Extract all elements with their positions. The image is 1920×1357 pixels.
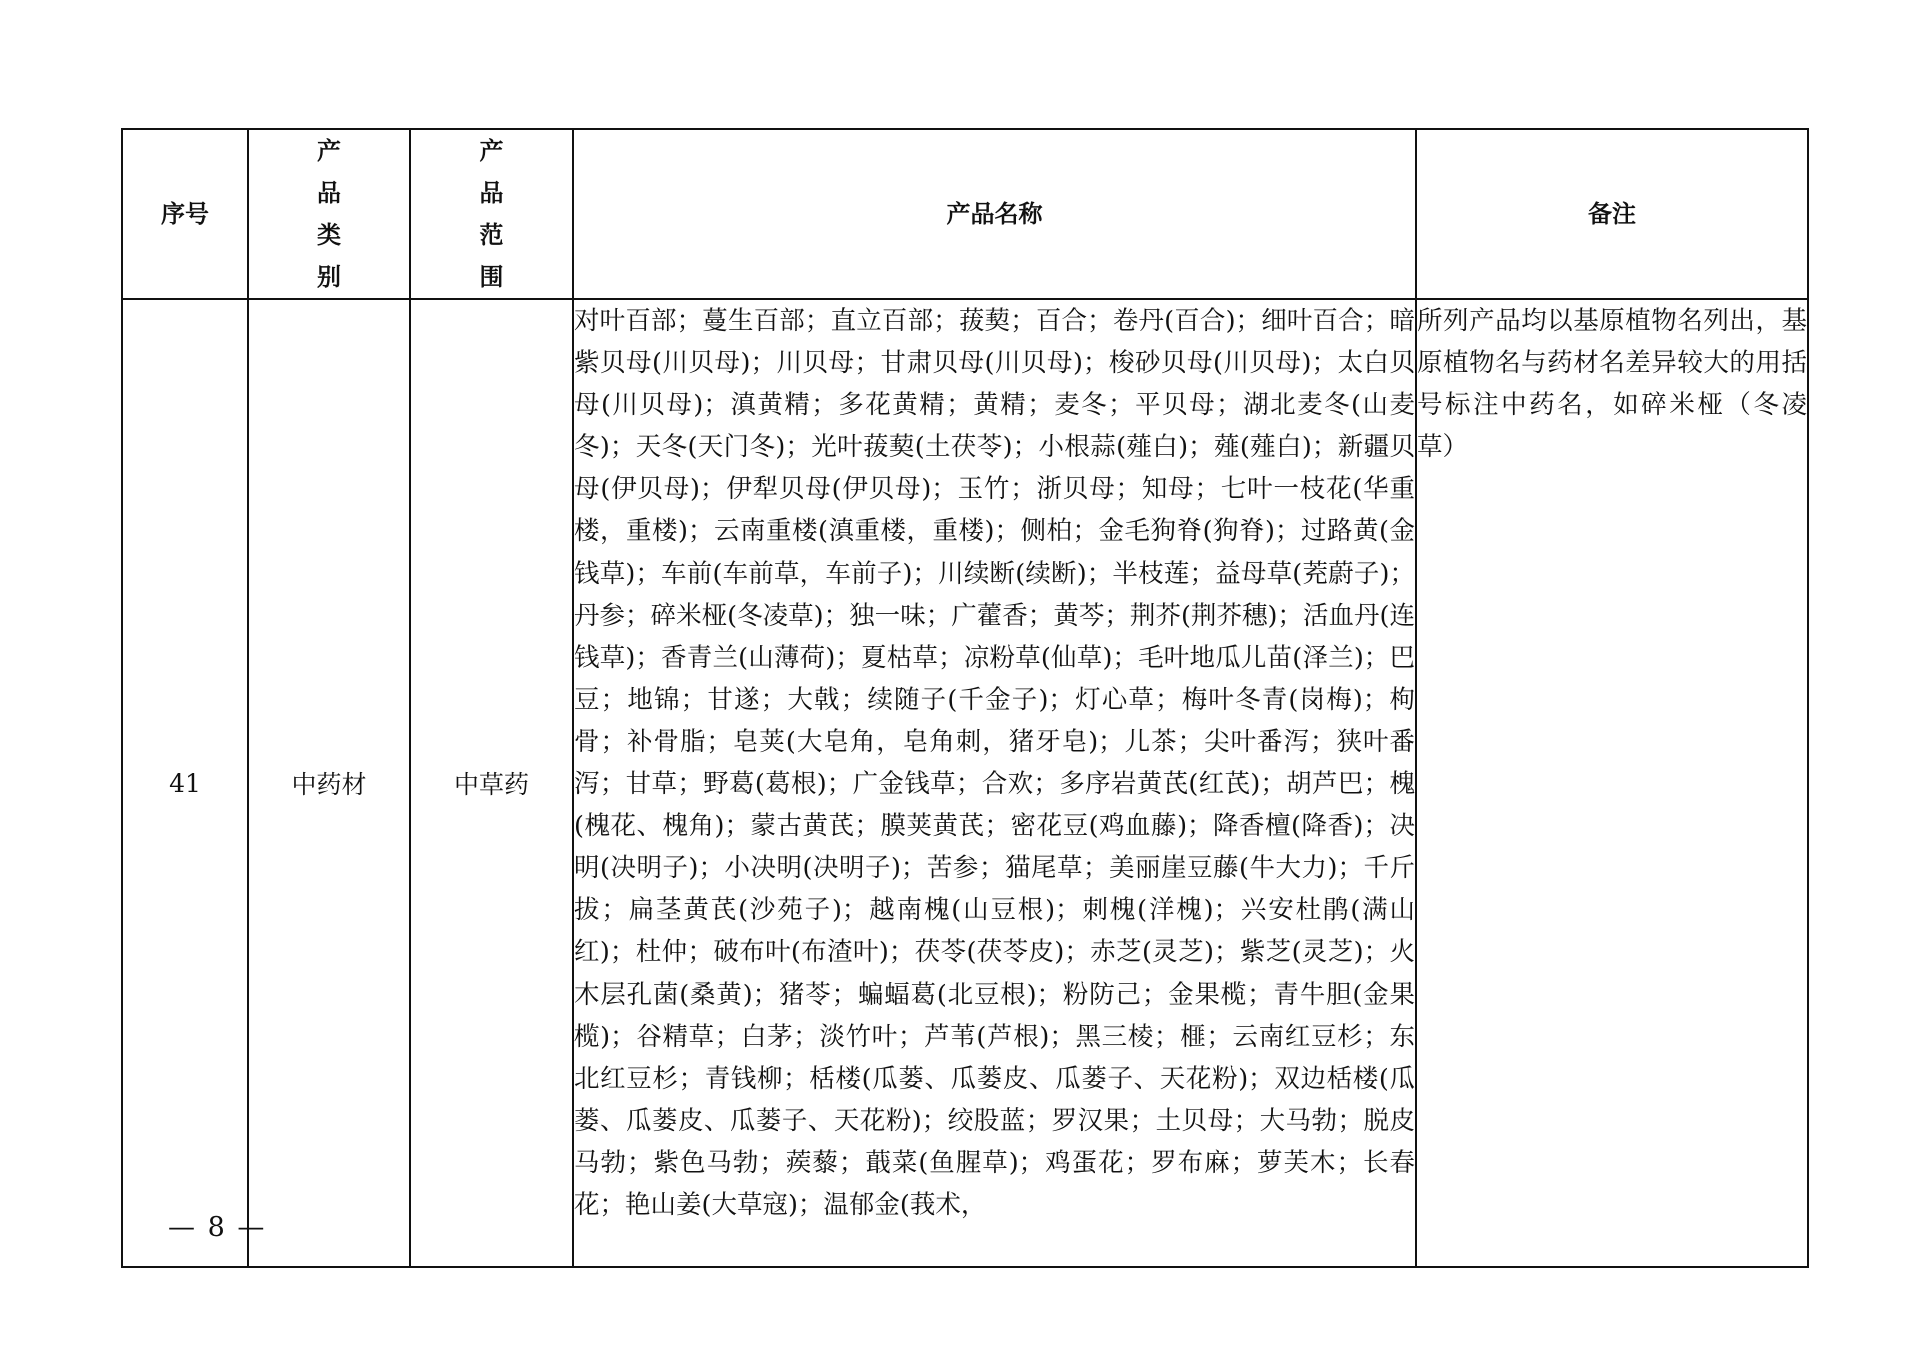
header-names: 产品名称 [573, 129, 1416, 299]
row-category: 中药材 [248, 299, 410, 1267]
row-notes: 所列产品均以基原植物名列出，基原植物名与药材名差异较大的用括号标注中药名，如碎米桠（冬凌草） [1416, 299, 1808, 1267]
header-seq: 序号 [122, 129, 248, 299]
header-scope-line2: 范围 [479, 221, 504, 291]
table-header-row [122, 129, 1808, 299]
table-row [122, 299, 1808, 1267]
page-number: — 8 — [168, 1212, 267, 1243]
product-table [121, 128, 1809, 1268]
header-scope [410, 129, 573, 299]
header-scope-line1: 产品 [479, 137, 504, 207]
header-category [248, 129, 410, 299]
header-category-line1: 产品 [316, 137, 341, 207]
header-category-line2: 类别 [316, 221, 341, 291]
header-notes: 备注 [1416, 129, 1808, 299]
product-names-text: 对叶百部；蔓生百部；直立百部；菝葜；百合；卷丹(百合)；细叶百合；暗紫贝母(川贝母)；川贝母；甘肃贝母(川贝母)；梭砂贝母(川贝母)；太白贝母(川贝母)；滇黄精；多花黄精；黄精；麦冬；平贝母；湖北麦冬(山麦冬)；天冬(天门冬)；光叶菝葜(土茯苓)；小根蒜(薤白)；薤(薤白)；新疆贝母(伊贝母)；伊犁贝母(伊贝母)；玉竹；浙贝母；知母；七叶一枝花(华重楼，重楼)；云南重楼(滇重楼，重楼)；侧柏；金毛狗脊(狗脊)；过路黄(金钱草)；车前(车前草，车前子)；川续断(续断)；半枝莲；益母草(茺蔚子)；丹参；碎米桠(冬凌草)；独一味；广藿香；黄芩；荆芥(荆芥穗)；活血丹(连钱草)；香青兰(山薄荷)；夏枯草；凉粉草(仙草)；毛叶地瓜儿苗(泽兰)；巴豆；地锦；甘遂；大戟；续随子(千金子)；灯心草；梅叶冬青(岗梅)；枸骨；补骨脂；皂荚(大皂角，皂角刺，猪牙皂)；儿茶；尖叶番泻；狭叶番泻；甘草；野葛(葛根)；广金钱草；合欢；多序岩黄芪(红芪)；胡芦巴；槐(槐花、槐角)；蒙古黄芪；膜荚黄芪；密花豆(鸡血藤)；降香檀(降香)；决明(决明子)；小决明(决明子)；苦参；猫尾草；美丽崖豆藤(牛大力)；千斤拔；扁茎黄芪(沙苑子)；越南槐(山豆根)；刺槐(洋槐)；兴安杜鹃(满山红)；杜仲；破布叶(布渣叶)；茯苓(茯苓皮)；赤芝(灵芝)；紫芝(灵芝)；火木层孔菌(桑黄)；猪苓；蝙蝠葛(北豆根)；粉防己；金果榄；青牛胆(金果榄)；谷精草；白茅；淡竹叶；芦苇(芦根)；黑三棱；榧；云南红豆杉；东北红豆杉；青钱柳；栝楼(瓜蒌、瓜蒌皮、瓜蒌子、天花粉)；双边栝楼(瓜蒌、瓜蒌皮、瓜蒌子、天花粉)；绞股蓝；罗汉果；土贝母；大马勃；脱皮马勃；紫色马勃；蒺藜；蕺菜(鱼腥草)；鸡蛋花；罗布麻；萝芙木；长春花；艳山姜(大草寇)；温郁金(莪术， [574, 306, 1415, 1220]
row-seq: 41 [122, 299, 248, 1267]
row-scope: 中草药 [410, 299, 573, 1267]
row-names-cell [573, 299, 1416, 1267]
